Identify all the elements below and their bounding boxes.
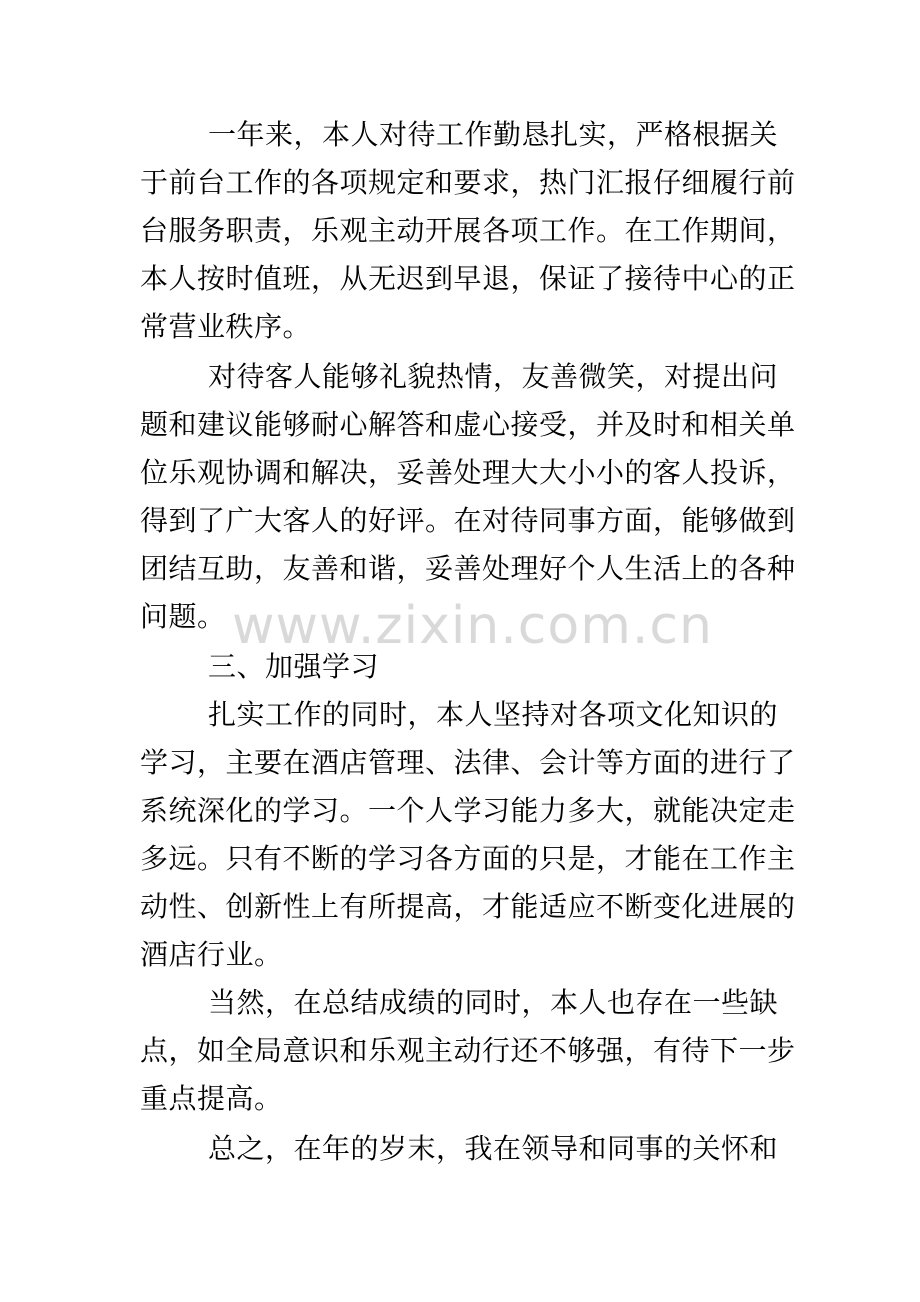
- text-line: 点，如全局意识和乐观主动行还不够强，有待下一步: [140, 1034, 796, 1067]
- text-line: 扎实工作的同时，本人坚持对各项文化知识的: [208, 698, 779, 731]
- text-line: 酒店行业。: [140, 938, 283, 971]
- text-line: 得到了广大客人的好评。在对待同事方面，能够做到: [140, 504, 796, 537]
- text-line: 问题。: [140, 600, 226, 633]
- text-line: 学习，主要在酒店管理、法律、会计等方面的进行了: [140, 746, 796, 779]
- text-line: 动性、创新性上有所提高，才能适应不断变化进展的: [140, 890, 796, 923]
- text-line: 当然，在总结成绩的同时，本人也存在一些缺: [208, 986, 779, 1019]
- text-line: 位乐观协调和解决，妥善处理大大小小的客人投诉，: [140, 456, 796, 489]
- text-line: 常营业秩序。: [140, 310, 312, 343]
- text-line: 本人按时值班，从无迟到早退，保证了接待中心的正: [140, 262, 796, 295]
- text-line: 团结互助，友善和谐，妥善处理好个人生活上的各种: [140, 552, 796, 585]
- text-line: 多远。只有不断的学习各方面的只是，才能在工作主: [140, 842, 796, 875]
- text-line: 于前台工作的各项规定和要求，热门汇报仔细履行前: [140, 166, 796, 199]
- text-line: 总之，在年的岁末，我在领导和同事的关怀和: [208, 1132, 779, 1165]
- text-line: 台服务职责，乐观主动开展各项工作。在工作期间，: [140, 214, 796, 247]
- text-line: 对待客人能够礼貌热情，友善微笑，对提出问: [208, 360, 779, 393]
- text-line: 题和建议能够耐心解答和虚心接受，并及时和相关单: [140, 408, 796, 441]
- text-line: 重点提高。: [140, 1082, 283, 1115]
- text-line: 一年来，本人对待工作勤恳扎实，严格根据关: [208, 118, 779, 151]
- watermark: www.zixin.com.cn: [232, 596, 713, 656]
- text-line: 系统深化的学习。一个人学习能力多大，就能决定走: [140, 794, 796, 827]
- section-heading: 三、加强学习: [208, 650, 380, 683]
